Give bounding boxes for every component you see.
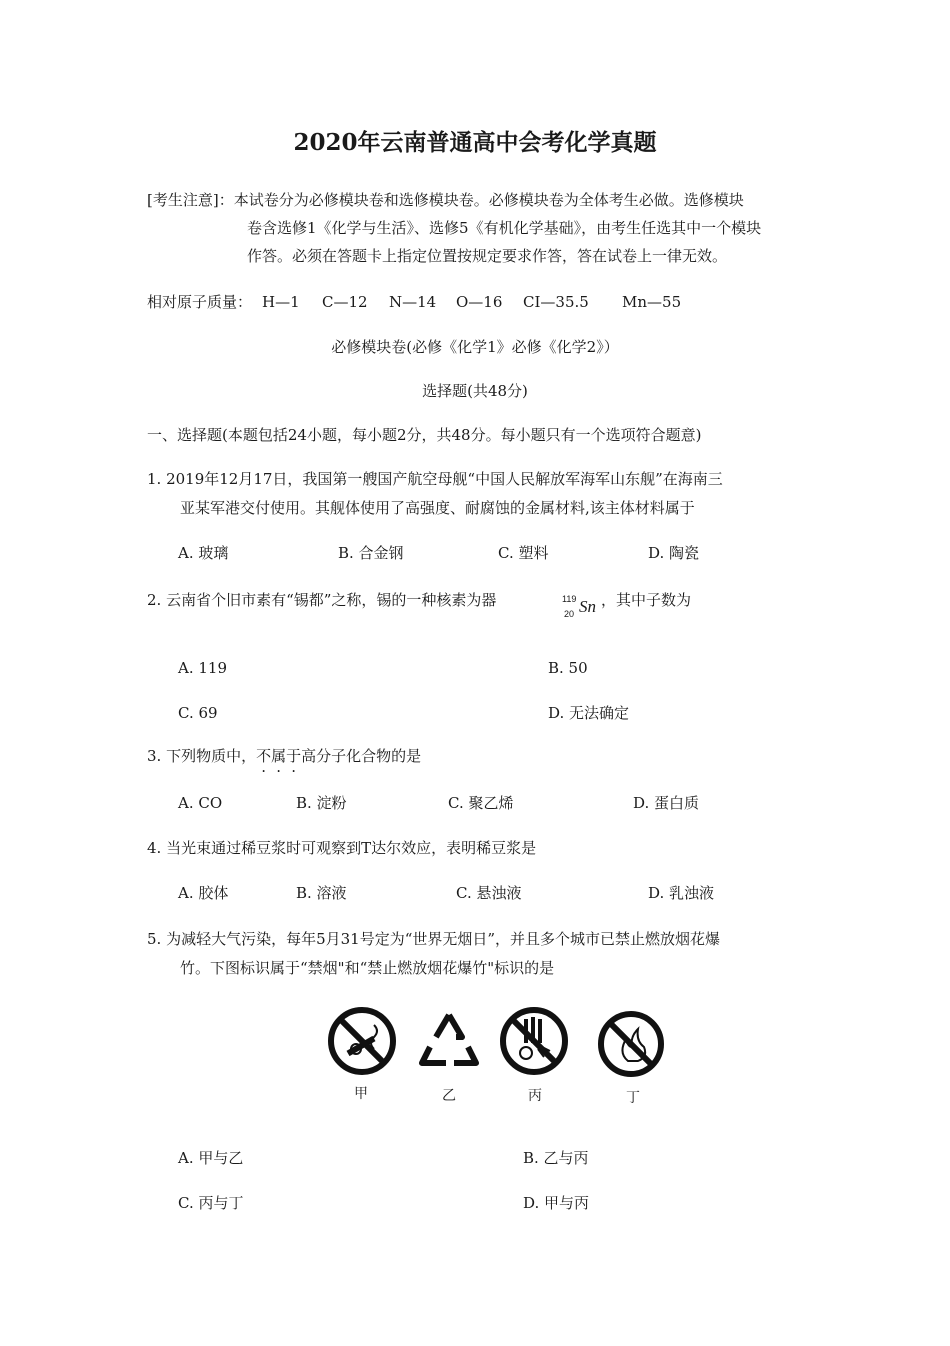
atomic-mass-item: C—12	[322, 293, 368, 311]
notice-line-2: 卷含选修1《化学与生活》、选修5《有机化学基础》，由考生任选其中一个模块	[247, 219, 762, 237]
sign-label: 丙	[528, 1088, 542, 1104]
notice-line-3: 作答。必须在答题卡上指定位置按规定要求作答，答在试卷上一律无效。	[247, 247, 728, 265]
q2-option-d: D. 无法确定	[548, 704, 630, 722]
question-5-line-1: 5. 为减轻大气污染，每年5月31号定为“世界无烟日”，并且多个城市已禁止燃放烟花爆	[147, 930, 721, 948]
q5-option-a: A. 甲与乙	[178, 1149, 244, 1167]
question-2-text-after: ，其中子数为	[601, 591, 692, 609]
atomic-mass-item: O—16	[456, 293, 503, 311]
safety-signs-figure	[310, 1005, 670, 1115]
part-title: 选择题(共48分)	[422, 382, 528, 400]
q3-option-b: B. 淀粉	[296, 794, 347, 812]
q5-option-b: B. 乙与丙	[523, 1149, 589, 1167]
atomic-mass-item: N—14	[389, 293, 437, 311]
section-title: 必修模块卷(必修《化学1》必修《化学2》）	[331, 338, 619, 356]
atomic-mass-item: Mn—55	[622, 293, 682, 311]
question-4-text: 4. 当光束通过稀豆浆时可观察到T达尔效应，表明稀豆浆是	[147, 839, 537, 857]
q4-option-d: D. 乳浊液	[648, 884, 715, 902]
q3-option-a: A. CO	[178, 794, 223, 812]
q5-option-c: C. 丙与丁	[178, 1194, 244, 1212]
no-fireworks-icon	[498, 1005, 570, 1077]
q3-option-c: C. 聚乙烯	[448, 794, 514, 812]
q4-option-c: C. 悬浊液	[456, 884, 522, 902]
q1-option-c: C. 塑料	[498, 544, 549, 562]
recycling-icon	[414, 1007, 484, 1077]
question-2-text: 2. 云南省个旧市素有“锡都”之称，锡的一种核素为器	[147, 591, 497, 609]
emphasis-char: 属	[271, 747, 287, 765]
question-1-line-2: 亚某军港交付使用。其舰体使用了高强度、耐腐蚀的金属材料,该主体材料属于	[180, 499, 695, 517]
q1-option-a: A. 玻璃	[178, 544, 229, 562]
q2-option-a: A. 119	[178, 659, 227, 677]
q3-option-d: D. 蛋白质	[633, 794, 700, 812]
question-5-line-2: 竹。下图标识属于“禁烟"和“禁止燃放烟花爆竹"标识的是	[180, 959, 555, 977]
question-1-line-1: 1. 2019年12月17日，我国第一艘国产航空母舰“中国人民解放军海军山东舰”在海南三	[147, 470, 723, 488]
q2-option-b: B. 50	[548, 659, 588, 677]
emphasis-char: 不	[256, 747, 272, 765]
sign-label: 甲	[354, 1086, 368, 1102]
q1-option-d: D. 陶瓷	[648, 544, 700, 562]
page-title: 2020年云南普通高中会考化学真题	[293, 129, 657, 156]
sign-label: 乙	[442, 1088, 456, 1104]
question-3-text	[147, 746, 421, 766]
sign-label: 丁	[626, 1090, 640, 1106]
isotope-mass-number: 119	[562, 594, 577, 604]
notice-line-1: [考生注意]：本试卷分为必修模块卷和选修模块卷。必修模块卷为全体考生必做。选修模块	[147, 191, 744, 209]
question-3-suffix: 高分子化合物的是	[301, 747, 422, 765]
isotope-symbol: Sn	[579, 597, 596, 616]
instruction: 一、选择题(本题包括24小题，每小题2分，共48分。每小题只有一个选项符合题意)	[147, 426, 702, 444]
q4-option-b: B. 溶液	[296, 884, 347, 902]
atomic-mass-label: 相对原子质量：	[147, 293, 253, 311]
atomic-mass-item: CI—35.5	[523, 293, 589, 311]
no-smoking-icon	[326, 1005, 398, 1077]
q1-option-b: B. 合金钢	[338, 544, 404, 562]
emphasis-char: 于	[286, 747, 302, 765]
isotope-notation	[562, 592, 606, 624]
isotope-atomic-number: 20	[564, 609, 575, 619]
no-open-flame-icon	[596, 1009, 666, 1079]
question-3-prefix: 3. 下列物质中，	[147, 747, 257, 765]
q5-option-d: D. 甲与丙	[523, 1194, 590, 1212]
q2-option-c: C. 69	[178, 704, 218, 722]
atomic-mass-item: H—1	[262, 293, 300, 311]
q4-option-a: A. 胶体	[178, 884, 229, 902]
